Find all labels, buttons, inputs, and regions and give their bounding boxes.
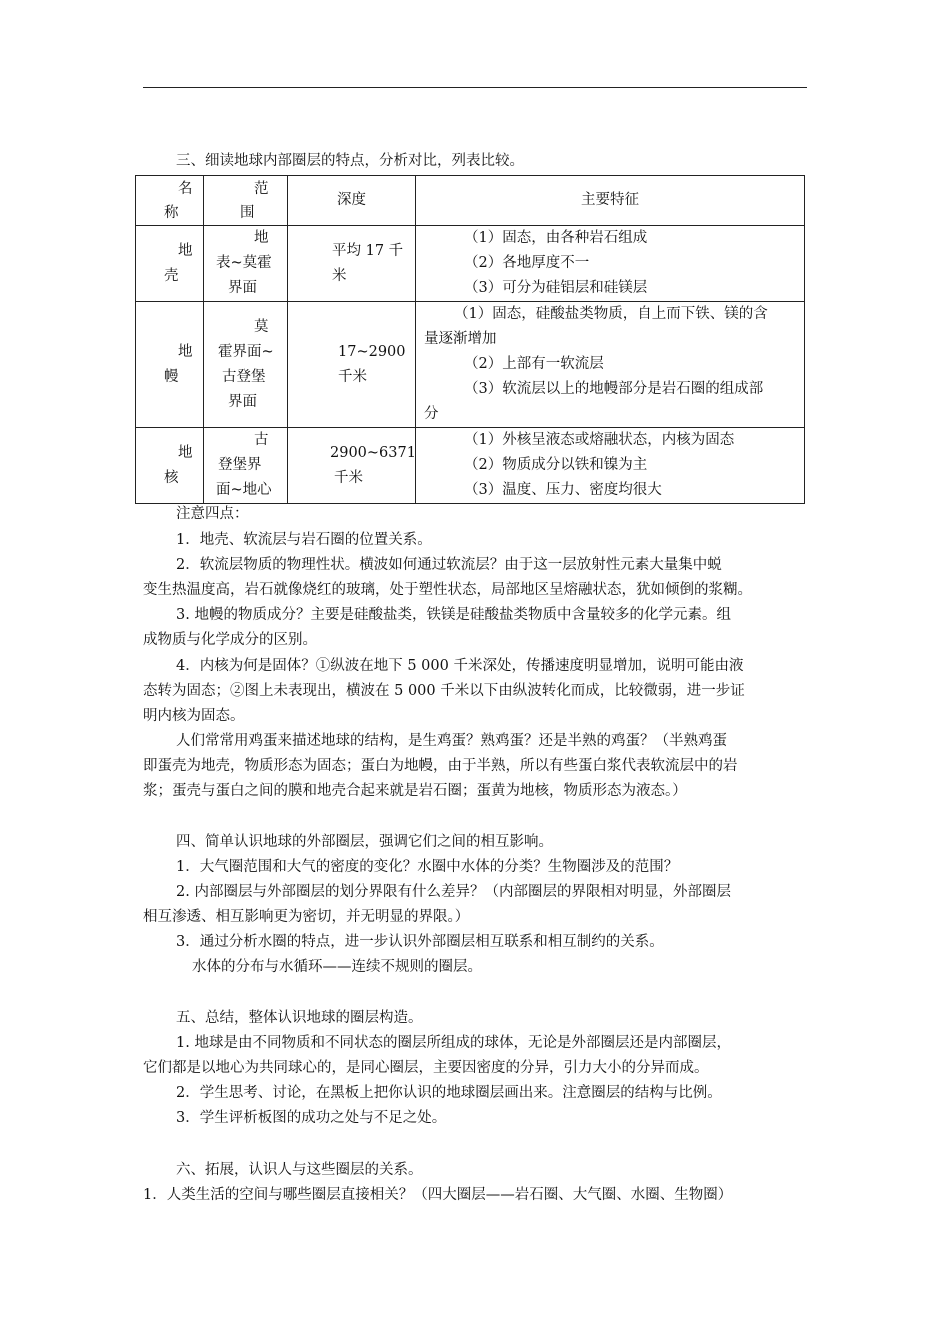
section4-item2-line2: 相互渗透、相互影响更为密切，并无明显的界限。）	[143, 909, 470, 925]
note-3-line2: 成物质与化学成分的区别。	[143, 632, 317, 648]
crust-depth-line: 米	[332, 267, 347, 284]
core-name-line: 地	[178, 444, 193, 461]
table-row-crust	[136, 226, 805, 302]
core-features	[416, 428, 805, 504]
crust-name	[136, 226, 204, 302]
mantle-depth-line: 17~2900	[338, 343, 406, 360]
core-depth	[288, 428, 416, 504]
mantle-name	[136, 302, 204, 428]
section6-heading: 六、拓展，认识人与这些圈层的关系。	[176, 1162, 423, 1178]
section5-item1-line1: 1. 地球是由不同物质和不同状态的圈层所组成的球体，无论是外部圈层还是内部圈层，	[176, 1035, 731, 1051]
crust-features	[416, 226, 805, 302]
core-range-line: 面~地心	[216, 482, 272, 498]
mantle-range-line: 古登堡	[222, 368, 266, 385]
mantle-name-line: 地	[178, 343, 193, 360]
header-range	[204, 176, 288, 226]
egg-analogy-line1: 人们常常用鸡蛋来描述地球的结构，是生鸡蛋？熟鸡蛋？还是半熟的鸡蛋？（半熟鸡蛋	[176, 733, 727, 749]
core-depth-line: 2900~6371	[330, 444, 416, 461]
note-1: 1．地壳、软流层与岩石圈的位置关系。	[176, 532, 432, 548]
mantle-feature-line: 分	[424, 406, 439, 422]
header-name-bottom: 称	[164, 204, 179, 221]
note-4-line1: 4．内核为何是固体？①纵波在地下 5 000 千米深处，传播速度明显增加，说明可能由液	[176, 658, 744, 674]
header-name-top: 名	[178, 180, 193, 197]
note-2-line2: 变生热温度高，岩石就像烧红的玻璃，处于塑性状态，局部地区呈熔融状态，犹如倾倒的浆糊。	[143, 582, 752, 598]
section6-item1: 1．人类生活的空间与哪些圈层直接相关？（四大圈层——岩石圈、大气圈、水圈、生物圈）	[143, 1187, 733, 1203]
section3-heading: 三、细读地球内部圈层的特点，分析对比，列表比较。	[176, 153, 524, 169]
crust-name-line: 地	[178, 242, 193, 259]
header-range-top: 范	[254, 180, 269, 197]
note-4-line3: 明内核为固态。	[143, 708, 245, 724]
egg-analogy-line2: 即蛋壳为地壳，物质形态为固态；蛋白为地幔，由于半熟，所以有些蛋白浆代表软流层中的岩	[143, 758, 738, 774]
core-feature-line: （1）外核呈液态或熔融状态，内核为固态	[464, 432, 735, 448]
mantle-name-line: 幔	[164, 368, 179, 385]
header-name	[136, 176, 204, 226]
core-range-line: 登堡界	[218, 457, 262, 473]
section5-item3: 3．学生评析板图的成功之处与不足之处。	[176, 1110, 447, 1126]
crust-range-line: 表~莫霍	[216, 255, 272, 271]
core-depth-line: 千米	[334, 469, 363, 486]
section4-heading: 四、简单认识地球的外部圈层，强调它们之间的相互影响。	[176, 834, 553, 850]
section5-item2: 2．学生思考、讨论，在黑板上把你认识的地球圈层画出来。注意圈层的结构与比例。	[176, 1085, 722, 1101]
mantle-range-line: 莫	[254, 318, 269, 335]
notes-title: 注意四点：	[176, 506, 249, 522]
mantle-feature-line: （1）固态，硅酸盐类物质，自上而下铁、镁的含	[454, 306, 768, 322]
header-depth: 深度	[288, 176, 416, 226]
core-name-line: 核	[164, 469, 179, 486]
header-features: 主要特征	[416, 176, 805, 226]
crust-range-line: 界面	[228, 280, 257, 296]
section4-item1: 1．大气圈范围和大气的密度的变化？水圈中水体的分类？生物圈涉及的范围？	[176, 859, 679, 875]
mantle-range-line: 界面	[228, 393, 257, 410]
egg-analogy-line3: 浆；蛋壳与蛋白之间的膜和地壳合起来就是岩石圈；蛋黄为地核，物质形态为液态。）	[143, 783, 687, 799]
section5-heading: 五、总结，整体认识地球的圈层构造。	[176, 1010, 423, 1026]
table-row-mantle	[136, 302, 805, 428]
mantle-feature-line: （2）上部有一软流层	[464, 356, 604, 372]
crust-range-line: 地	[254, 230, 269, 246]
crust-depth	[288, 226, 416, 302]
core-range	[204, 428, 288, 504]
mantle-range	[204, 302, 288, 428]
crust-feature-line: （1）固态，由各种岩石组成	[464, 230, 648, 246]
crust-depth-line: 平均 17 千	[332, 242, 404, 259]
table-row-core	[136, 428, 805, 504]
header-rule	[143, 87, 807, 88]
section4-item3-sub: 水体的分布与水循环——连续不规则的圈层。	[192, 959, 482, 975]
core-feature-line: （2）物质成分以铁和镍为主	[464, 457, 648, 473]
mantle-features	[416, 302, 805, 428]
core-feature-line: （3）温度、压力、密度均很大	[464, 482, 662, 498]
section4-item2-line1: 2. 内部圈层与外部圈层的划分界限有什么差异？（内部圈层的界限相对明显，外部圈层	[176, 884, 731, 900]
section4-item3: 3．通过分析水圈的特点，进一步认识外部圈层相互联系和相互制约的关系。	[176, 934, 664, 950]
mantle-feature-line: 量逐渐增加	[424, 331, 497, 347]
earth-layers-table	[135, 175, 805, 504]
mantle-range-line: 霍界面~	[218, 343, 274, 360]
note-2-line1: 2．软流层物质的物理性状。横波如何通过软流层？由于这一层放射性元素大量集中蜕	[176, 557, 722, 573]
table-header-row	[136, 176, 805, 226]
crust-feature-line: （3）可分为硅铝层和硅镁层	[464, 280, 648, 296]
note-4-line2: 态转为固态；②图上未表现出，横波在 5 000 千米以下由纵波转化而成，比较微弱，进一步证	[143, 683, 745, 699]
mantle-depth-line: 千米	[338, 368, 367, 385]
crust-feature-line: （2）各地厚度不一	[464, 255, 590, 271]
core-name	[136, 428, 204, 504]
section5-item1-line2: 它们都是以地心为共同球心的，是同心圈层，主要因密度的分异，引力大小的分异而成。	[143, 1060, 709, 1076]
core-range-line: 古	[254, 432, 269, 448]
mantle-depth	[288, 302, 416, 428]
crust-name-line: 壳	[164, 267, 179, 284]
note-3-line1: 3. 地幔的物质成分？主要是硅酸盐类，铁镁是硅酸盐类物质中含量较多的化学元素。组	[176, 607, 731, 623]
header-range-bottom: 围	[240, 204, 255, 221]
mantle-feature-line: （3）软流层以上的地幔部分是岩石圈的组成部	[464, 381, 764, 397]
crust-range	[204, 226, 288, 302]
